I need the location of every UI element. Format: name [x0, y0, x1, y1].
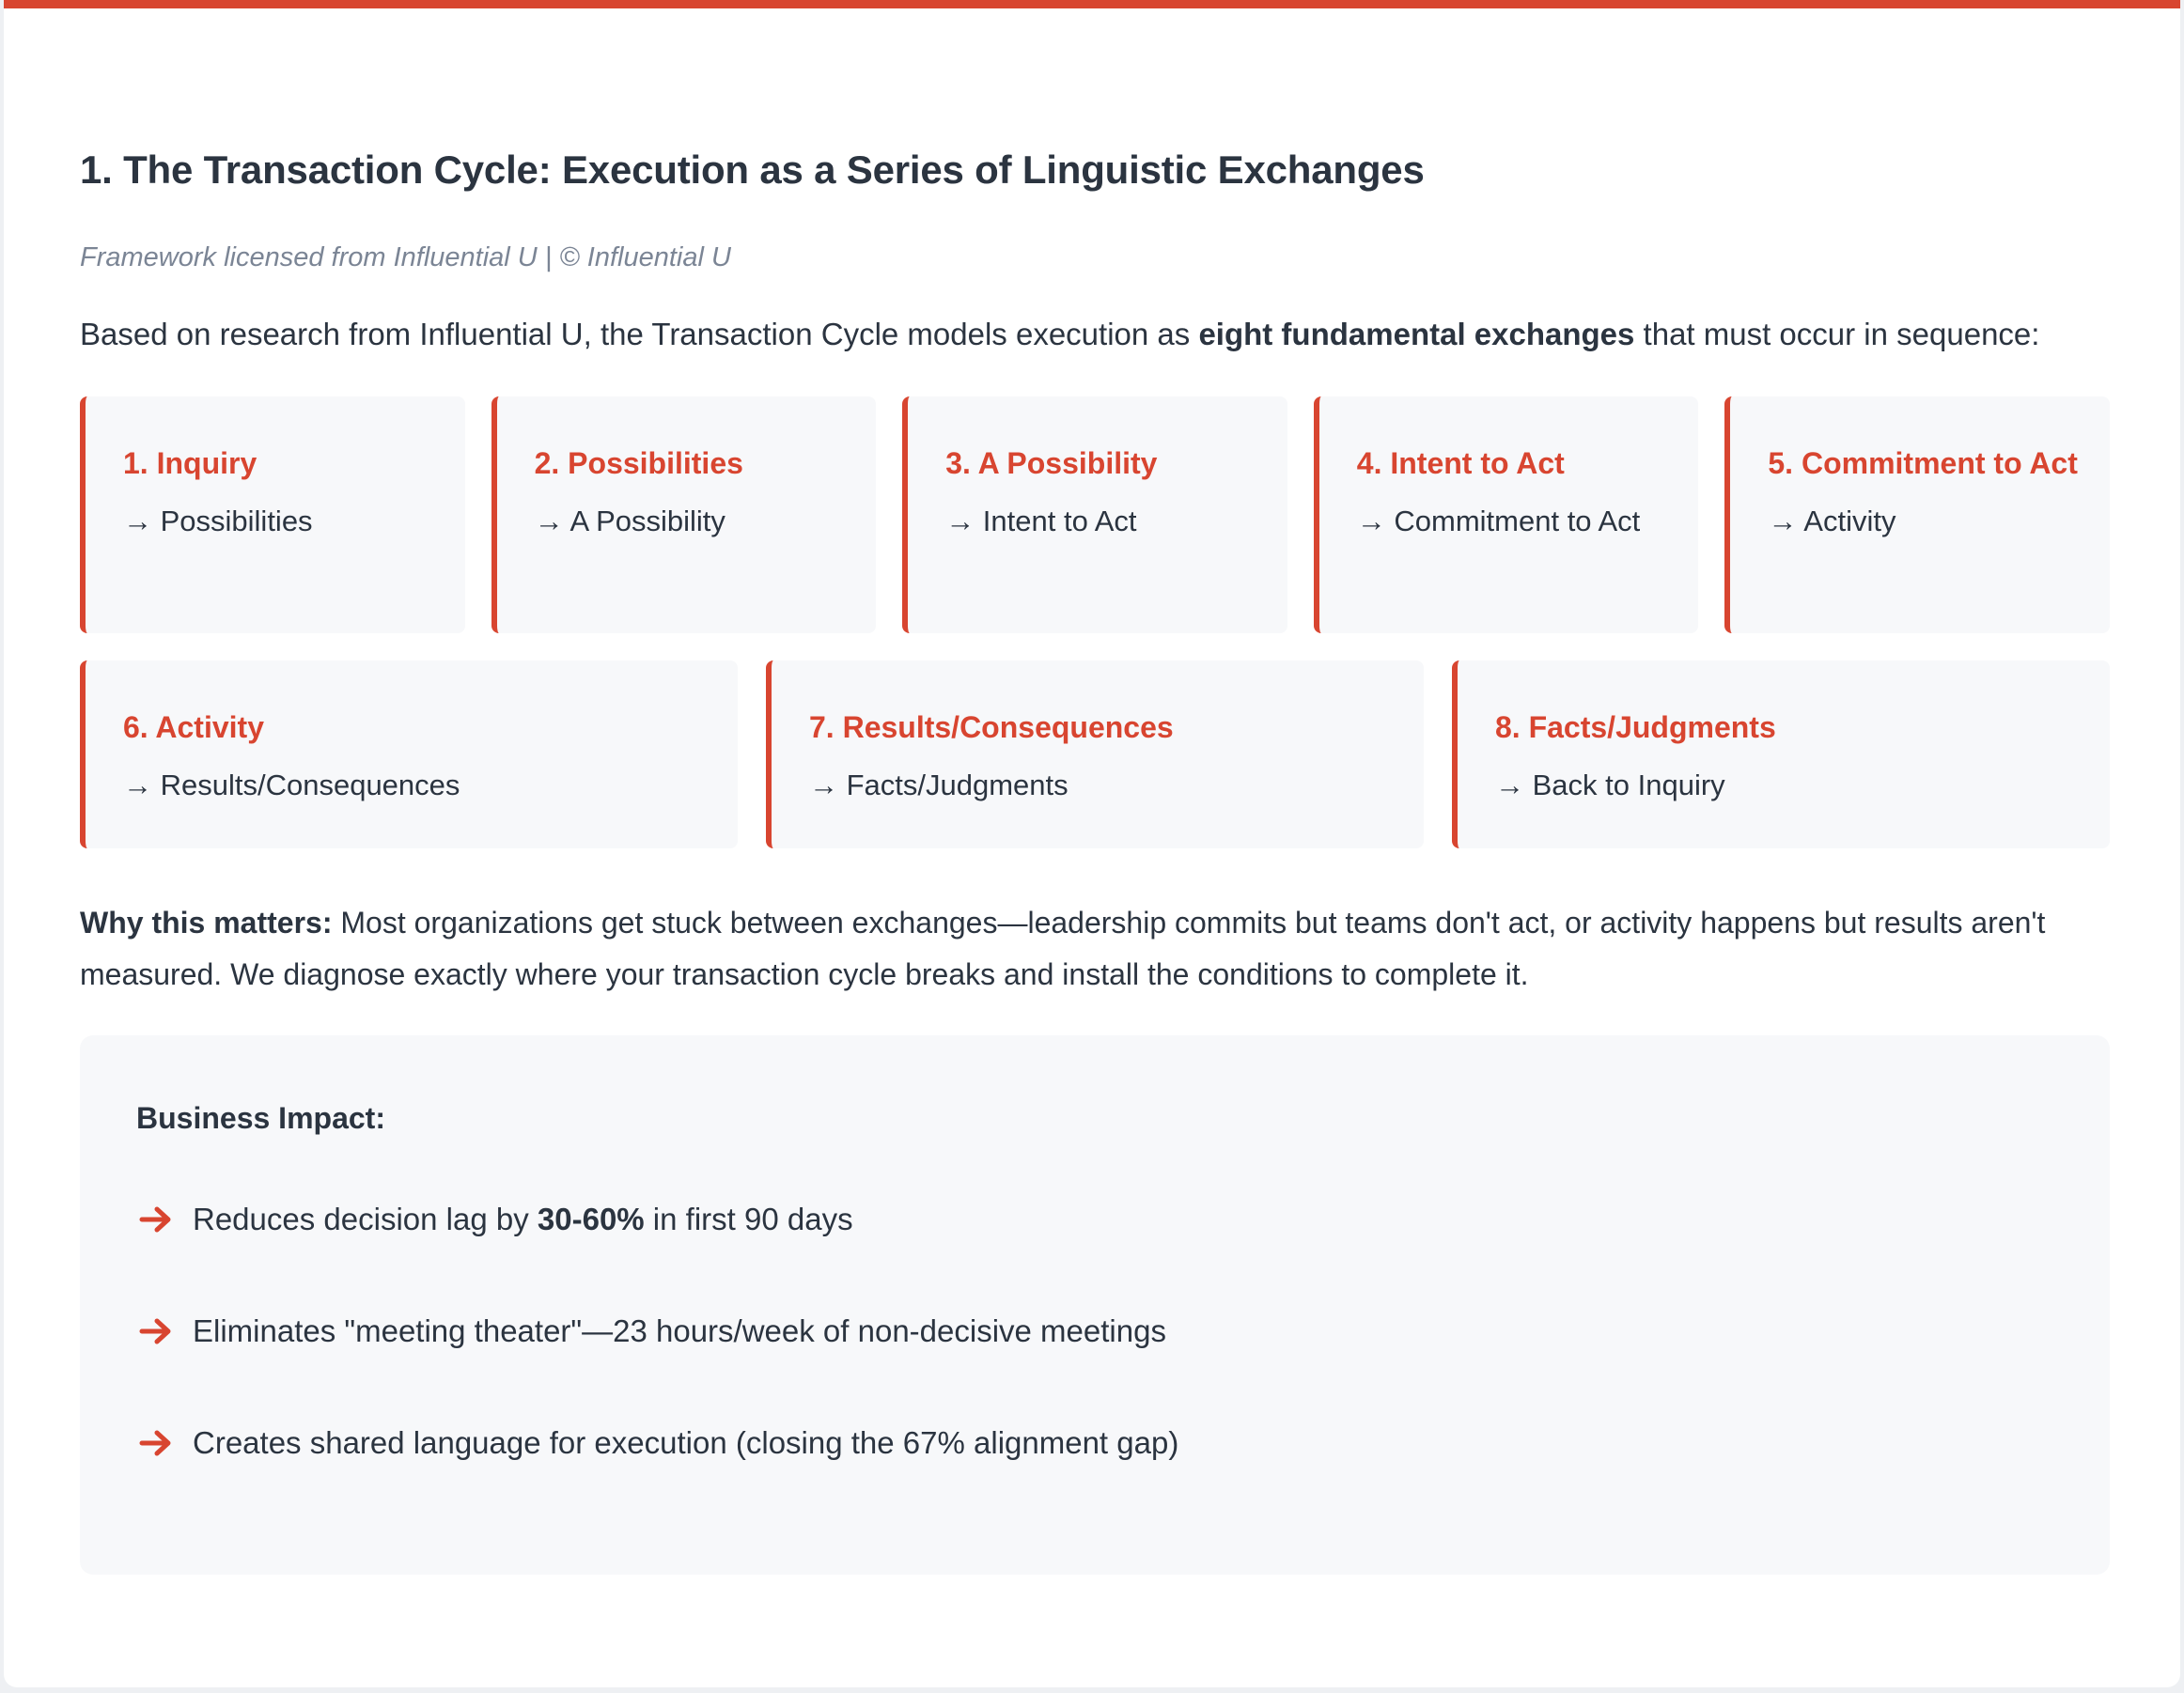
- impact-text-before: Reduces decision lag by: [193, 1202, 538, 1236]
- impact-emphasis: 30-60%: [537, 1202, 645, 1236]
- impact-title: Business Impact:: [136, 1101, 385, 1135]
- exchange-next: → A Possibility: [534, 505, 725, 537]
- exchange-next: → Facts/Judgments: [809, 769, 1069, 801]
- intro-paragraph: [80, 317, 2039, 352]
- page-title: 1. The Transaction Cycle: Execution as a Series of Linguistic Exchanges: [80, 148, 1425, 192]
- exchange-row-1: [80, 396, 2110, 633]
- exchange-card-inquiry: [80, 396, 465, 633]
- exchange-card-facts: [1452, 660, 2110, 848]
- intro-text-after: that must occur in sequence:: [1634, 317, 2040, 351]
- top-accent-bar: [4, 0, 2180, 8]
- exchange-card-intent-to-act: [1314, 396, 1699, 633]
- impact-text-after: in first 90 days: [644, 1202, 853, 1236]
- impact-text: Creates shared language for execution (closing the 67% alignment gap): [193, 1425, 1179, 1460]
- business-impact-box: [80, 1035, 2110, 1575]
- exchange-next: → Results/Consequences: [123, 769, 460, 801]
- why-text: Most organizations get stuck between exchanges—leadership commits but teams don't act, or activity happens but results aren't measured. We diagnose exactly where your transaction cycle breaks and install the conditions to complete it.: [80, 906, 2046, 991]
- exchange-card-results: [766, 660, 1424, 848]
- why-label: Why this matters:: [80, 906, 333, 940]
- exchange-title: 1. Inquiry: [123, 446, 257, 480]
- exchange-title: 5. Commitment to Act: [1768, 446, 2078, 480]
- exchange-row-2: [80, 660, 2110, 848]
- exchange-card-a-possibility: [902, 396, 1287, 633]
- exchange-next: → Activity: [1768, 505, 1896, 537]
- exchange-card-activity: [80, 660, 738, 848]
- arrow-right-icon: [136, 1200, 176, 1239]
- attribution-note: Framework licensed from Influential U | © Influential U: [80, 242, 731, 272]
- impact-text: [193, 1202, 853, 1237]
- exchange-title: 2. Possibilities: [534, 446, 743, 480]
- arrow-right-icon: [136, 1312, 176, 1351]
- exchange-title: 8. Facts/Judgments: [1495, 710, 1776, 744]
- exchange-card-commitment-to-act: [1724, 396, 2110, 633]
- exchange-title: 6. Activity: [123, 710, 264, 744]
- exchange-title: 7. Results/Consequences: [809, 710, 1174, 744]
- exchange-next: → Intent to Act: [945, 505, 1137, 537]
- intro-emphasis: eight fundamental exchanges: [1198, 317, 1635, 351]
- impact-item: [136, 1312, 1166, 1351]
- impact-item: [136, 1200, 853, 1239]
- exchange-title: 3. A Possibility: [945, 446, 1158, 480]
- exchange-next: → Back to Inquiry: [1495, 769, 1725, 801]
- intro-text-before: Based on research from Influential U, the Transaction Cycle models execution as: [80, 317, 1199, 351]
- impact-item: [136, 1423, 1178, 1463]
- exchange-next: → Possibilities: [123, 505, 313, 537]
- exchange-card-possibilities: [491, 396, 877, 633]
- exchange-title: 4. Intent to Act: [1356, 446, 1565, 480]
- page: [4, 0, 2180, 1687]
- why-paragraph: [80, 897, 2119, 1001]
- arrow-right-icon: [136, 1423, 176, 1463]
- exchange-next: → Commitment to Act: [1356, 505, 1641, 537]
- impact-text: Eliminates "meeting theater"—23 hours/week of non-decisive meetings: [193, 1313, 1166, 1348]
